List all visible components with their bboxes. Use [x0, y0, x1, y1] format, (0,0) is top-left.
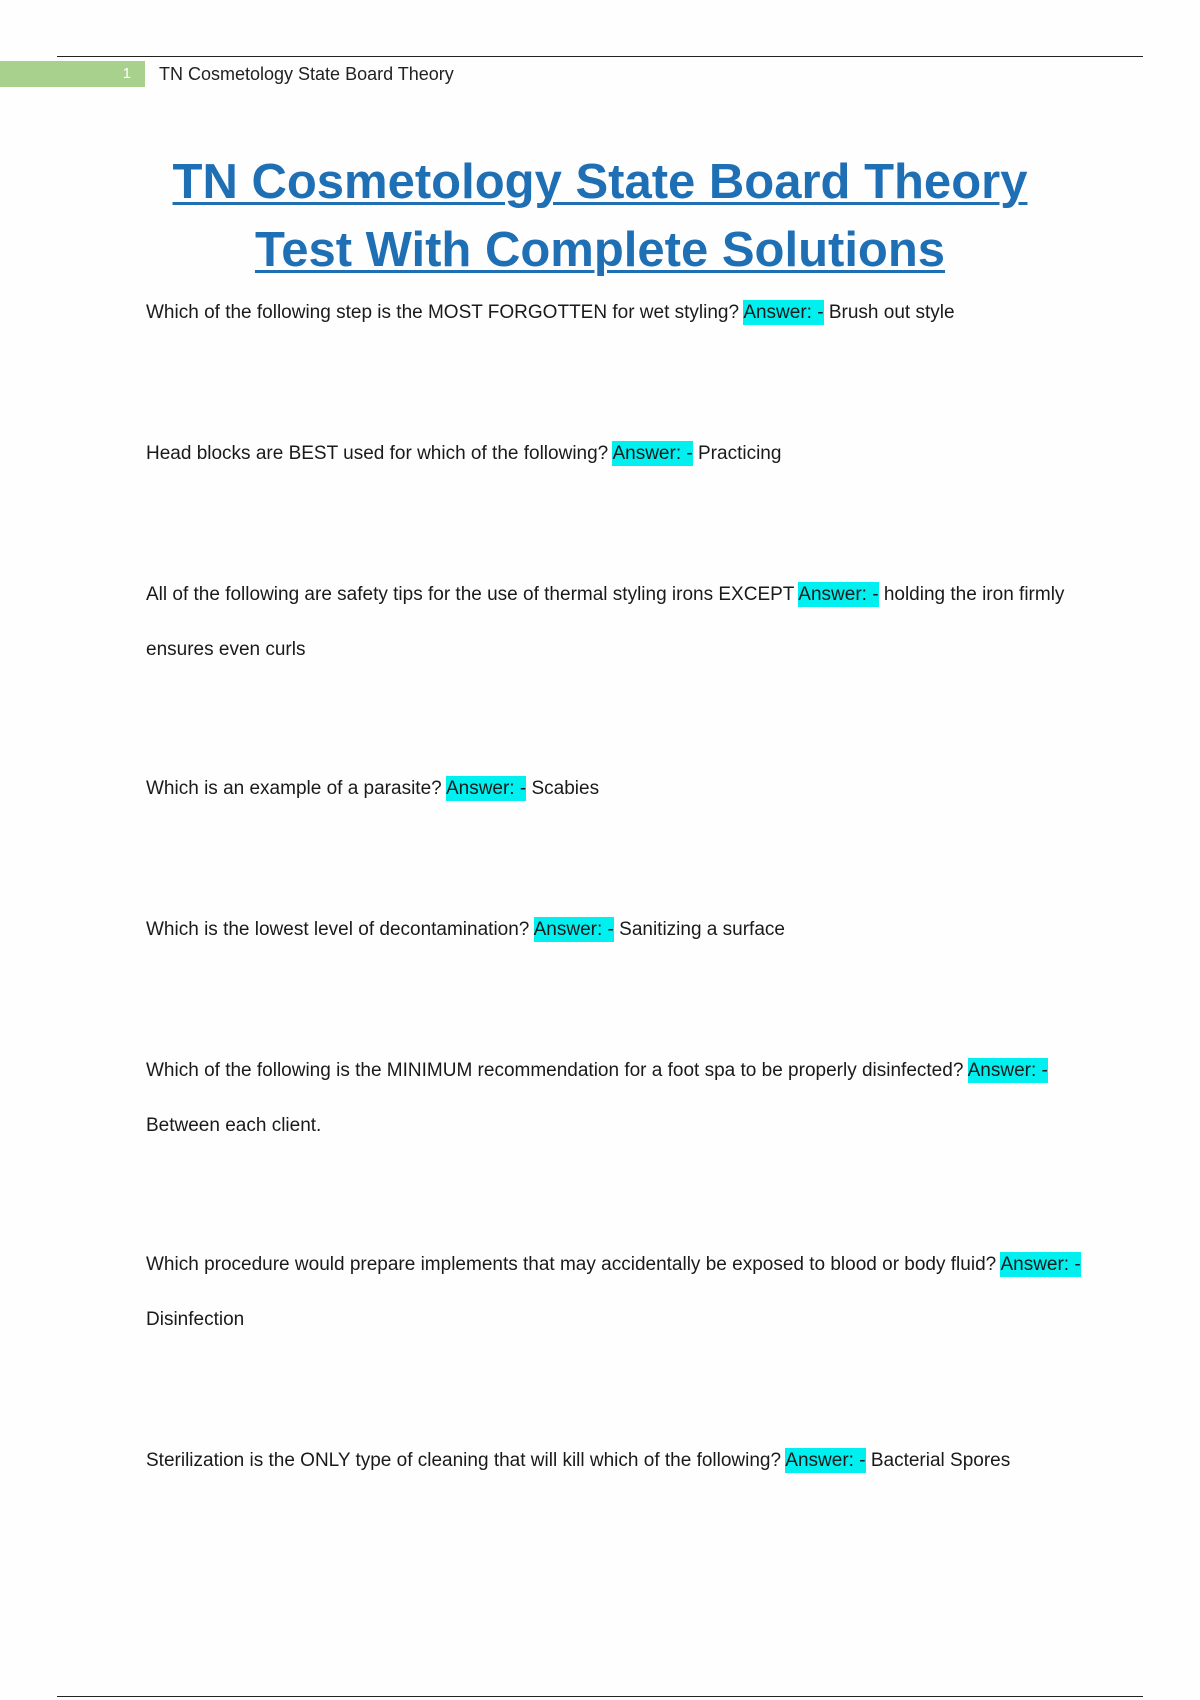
document-title-line-2: Test With Complete Solutions — [254, 223, 946, 277]
document-title — [120, 148, 1080, 284]
answer-label: Answer: - — [785, 1450, 866, 1471]
answer-label: Answer: - — [533, 919, 614, 940]
qa-item — [146, 1433, 1086, 1488]
qa-item — [146, 567, 1086, 677]
question-text: Which is the lowest level of decontamination? — [146, 919, 530, 940]
question-text: Sterilization is the ONLY type of cleaning that will kill which of the following? — [146, 1450, 782, 1471]
question-text: Head blocks are BEST used for which of the following? — [146, 443, 609, 464]
answer-text: Disinfection — [146, 1309, 245, 1330]
qa-item — [146, 761, 1086, 816]
question-text: All of the following are safety tips for the use of thermal styling irons EXCEPT — [146, 584, 795, 605]
answer-text: Sanitizing a surface — [619, 919, 785, 940]
question-text: Which is an example of a parasite? — [146, 778, 442, 799]
answer-text: Between each client. — [146, 1115, 322, 1136]
header-rule — [57, 56, 1143, 57]
qa-item — [146, 902, 1086, 957]
document-title-line-1: TN Cosmetology State Board Theory — [172, 155, 1028, 209]
answer-label: Answer: - — [798, 584, 879, 605]
answer-text: holding the iron firmly ensures even curls — [146, 584, 1065, 660]
answer-text: Scabies — [531, 778, 600, 799]
answer-label: Answer: - — [612, 443, 693, 464]
answer-text: Bacterial Spores — [870, 1450, 1011, 1471]
answer-label: Answer: - — [967, 1060, 1048, 1081]
qa-item — [146, 1237, 1086, 1347]
running-header-title: TN Cosmetology State Board Theory — [159, 64, 454, 84]
qa-item — [146, 1043, 1086, 1153]
qa-item — [146, 285, 1086, 340]
page-number-tab: 1 — [0, 61, 145, 87]
answer-label: Answer: - — [743, 302, 824, 323]
answer-text: Brush out style — [828, 302, 955, 323]
question-text: Which of the following is the MINIMUM recommendation for a foot spa to be properly disinfected? — [146, 1060, 964, 1081]
question-text: Which procedure would prepare implements that may accidentally be exposed to blood or body fluid? — [146, 1254, 997, 1275]
answer-label: Answer: - — [1000, 1254, 1081, 1275]
qa-item — [146, 426, 1086, 481]
footer-rule — [57, 1696, 1143, 1697]
answer-text: Practicing — [698, 443, 782, 464]
question-text: Which of the following step is the MOST FORGOTTEN for wet styling? — [146, 302, 740, 323]
answer-label: Answer: - — [445, 778, 527, 799]
